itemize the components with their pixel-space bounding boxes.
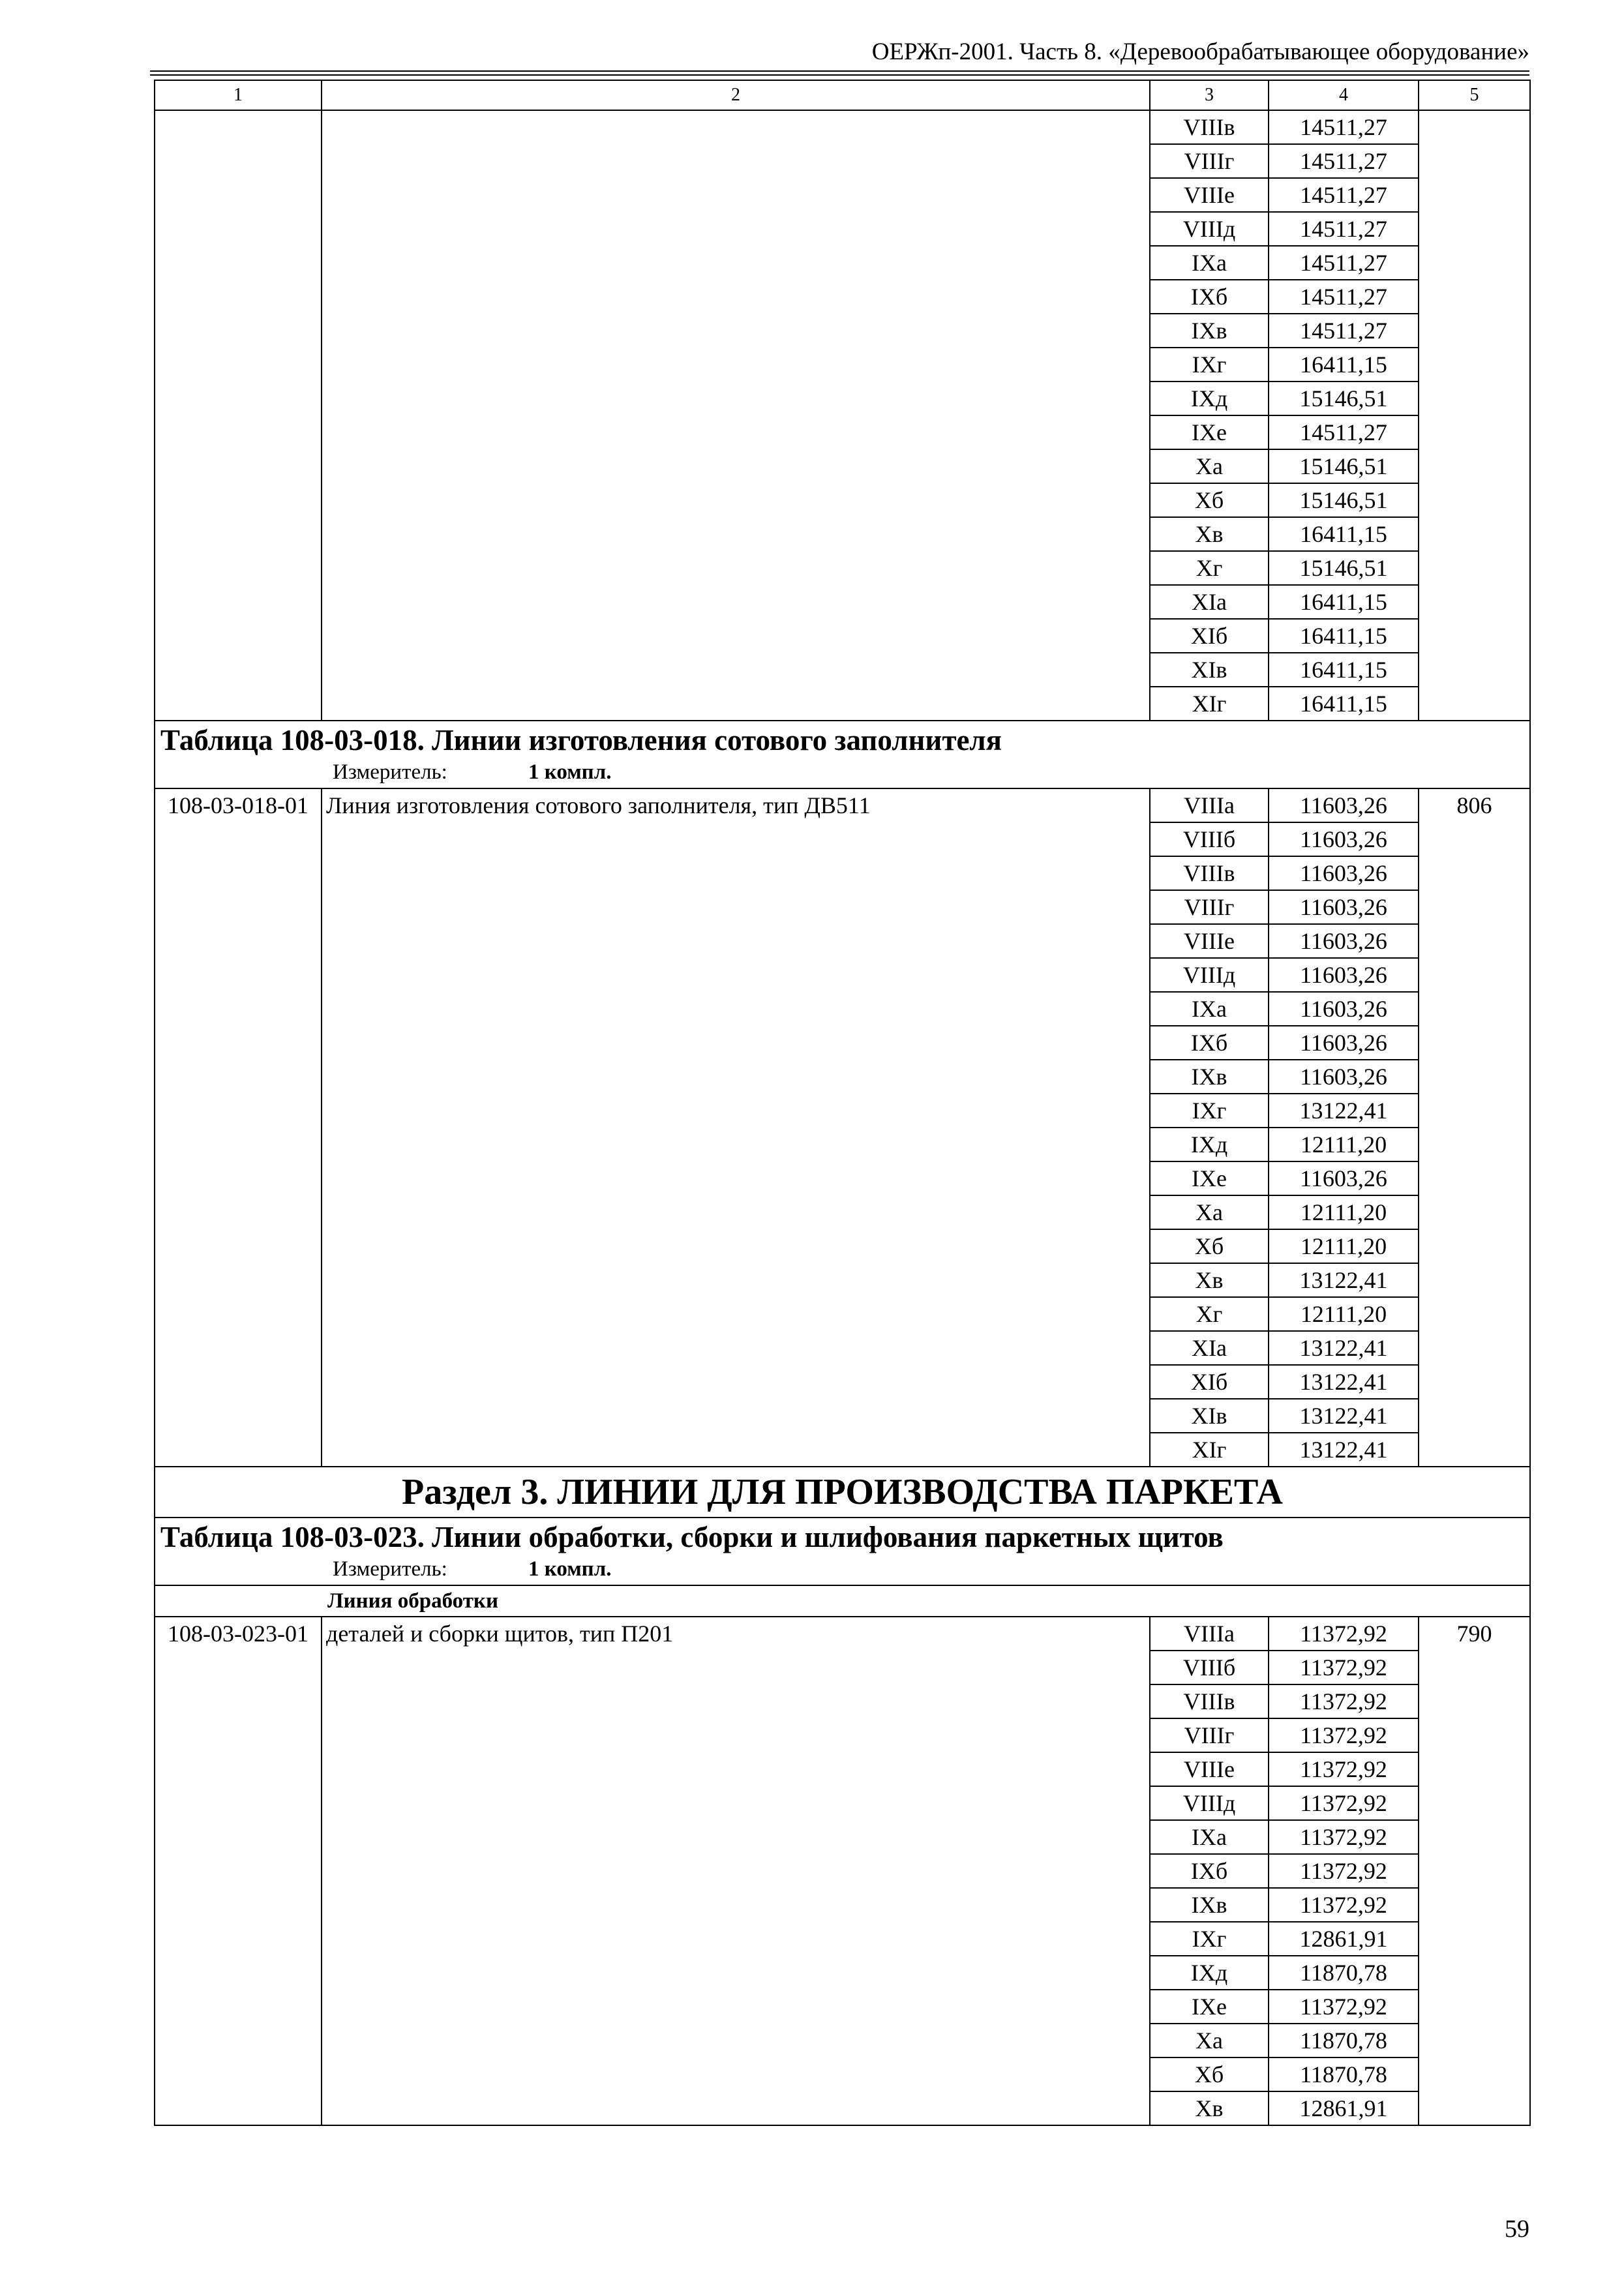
zone-cell: IXв: [1150, 314, 1269, 348]
price-cell: 14511,27: [1269, 110, 1419, 144]
header-rule: [150, 74, 1529, 76]
zone-cell: XIб: [1150, 619, 1269, 653]
running-header: ОЕРЖп-2001. Часть 8. «Деревообрабатывающее оборудование»: [871, 38, 1529, 65]
item-name: деталей и сборки щитов, тип П201: [322, 1617, 1150, 2125]
zone-cell: IXа: [1150, 246, 1269, 280]
zone-cell: XIв: [1150, 1399, 1269, 1433]
item-name: Линия изготовления сотового заполнителя, тип ДВ511: [322, 788, 1150, 1467]
price-cell: 11372,92: [1269, 1718, 1419, 1752]
price-cell: 12111,20: [1269, 1229, 1419, 1263]
zone-cell: VIIIд: [1150, 212, 1269, 246]
zone-cell: VIIIд: [1150, 1786, 1269, 1820]
zone-cell: IXг: [1150, 1094, 1269, 1128]
unit-line: [160, 1556, 1524, 1582]
zone-cell: Xб: [1150, 2057, 1269, 2091]
subheading: Линия обработки: [155, 1585, 1530, 1617]
zone-cell: XIа: [1150, 1331, 1269, 1365]
item-col5: [1419, 110, 1530, 721]
price-cell: 16411,15: [1269, 653, 1419, 687]
price-cell: 11603,26: [1269, 1161, 1419, 1195]
price-table-body: [155, 80, 1530, 2125]
subheading-row: [155, 1585, 1530, 1617]
table-title-cell: [155, 721, 1530, 788]
zone-cell: IXг: [1150, 348, 1269, 382]
zone-cell: Xб: [1150, 483, 1269, 517]
price-cell: 11870,78: [1269, 2024, 1419, 2057]
zone-cell: VIIIа: [1150, 1617, 1269, 1651]
price-cell: 13122,41: [1269, 1399, 1419, 1433]
price-cell: 14511,27: [1269, 178, 1419, 212]
zone-cell: IXе: [1150, 1161, 1269, 1195]
column-number: 2: [322, 80, 1150, 110]
table-title-row: [155, 721, 1530, 788]
zone-cell: VIIIг: [1150, 1718, 1269, 1752]
price-cell: 11372,92: [1269, 1684, 1419, 1718]
table-title: Таблица 108-03-023. Линии обработки, сборки и шлифования паркетных щитов: [160, 1521, 1224, 1553]
zone-cell: Xв: [1150, 1263, 1269, 1297]
price-cell: 15146,51: [1269, 551, 1419, 585]
zone-cell: XIг: [1150, 1433, 1269, 1467]
unit-line: [160, 759, 1524, 785]
item-col5: 806: [1419, 788, 1530, 1467]
price-cell: 11372,92: [1269, 1786, 1419, 1820]
price-cell: 13122,41: [1269, 1365, 1419, 1399]
price-cell: 11603,26: [1269, 788, 1419, 822]
price-cell: 11372,92: [1269, 1990, 1419, 2024]
unit-label: Измеритель:: [333, 1557, 447, 1581]
zone-cell: Xа: [1150, 2024, 1269, 2057]
price-row: [155, 110, 1530, 144]
price-cell: 11603,26: [1269, 856, 1419, 890]
zone-cell: IXв: [1150, 1060, 1269, 1094]
zone-cell: IXб: [1150, 1854, 1269, 1888]
price-cell: 14511,27: [1269, 415, 1419, 449]
zone-cell: IXв: [1150, 1888, 1269, 1922]
price-cell: 11603,26: [1269, 1060, 1419, 1094]
column-number: 1: [155, 80, 322, 110]
zone-cell: Xв: [1150, 517, 1269, 551]
price-cell: 11372,92: [1269, 1854, 1419, 1888]
price-cell: 13122,41: [1269, 1094, 1419, 1128]
price-cell: 15146,51: [1269, 382, 1419, 415]
table-title: Таблица 108-03-018. Линии изготовления сотового заполнителя: [160, 724, 1002, 756]
zone-cell: Xв: [1150, 2091, 1269, 2125]
price-cell: 16411,15: [1269, 687, 1419, 721]
price-cell: 16411,15: [1269, 348, 1419, 382]
zone-cell: VIIIв: [1150, 856, 1269, 890]
zone-cell: Xа: [1150, 449, 1269, 483]
zone-cell: XIб: [1150, 1365, 1269, 1399]
price-cell: 13122,41: [1269, 1263, 1419, 1297]
zone-cell: VIIIе: [1150, 1752, 1269, 1786]
price-cell: 14511,27: [1269, 212, 1419, 246]
price-cell: 16411,15: [1269, 585, 1419, 619]
column-number-row: [155, 80, 1530, 110]
price-cell: 12111,20: [1269, 1297, 1419, 1331]
section-title: Раздел 3. ЛИНИИ ДЛЯ ПРОИЗВОДСТВА ПАРКЕТА: [155, 1467, 1530, 1518]
zone-cell: VIIIб: [1150, 822, 1269, 856]
price-cell: 11603,26: [1269, 958, 1419, 992]
price-cell: 11603,26: [1269, 992, 1419, 1026]
item-col5: 790: [1419, 1617, 1530, 2125]
zone-cell: VIIIг: [1150, 890, 1269, 924]
table-title-cell: [155, 1518, 1530, 1585]
zone-cell: VIIIв: [1150, 1684, 1269, 1718]
item-code: 108-03-018-01: [155, 788, 322, 1467]
section-row: [155, 1467, 1530, 1518]
table-title-row: [155, 1518, 1530, 1585]
zone-cell: Xб: [1150, 1229, 1269, 1263]
price-cell: 16411,15: [1269, 619, 1419, 653]
zone-cell: VIIIе: [1150, 924, 1269, 958]
price-cell: 14511,27: [1269, 314, 1419, 348]
item-code: 108-03-023-01: [155, 1617, 322, 2125]
price-cell: 12861,91: [1269, 2091, 1419, 2125]
price-cell: 11870,78: [1269, 1956, 1419, 1990]
zone-cell: VIIIв: [1150, 110, 1269, 144]
price-cell: 14511,27: [1269, 144, 1419, 178]
item-name: [322, 110, 1150, 721]
price-cell: 11603,26: [1269, 924, 1419, 958]
price-cell: 11870,78: [1269, 2057, 1419, 2091]
price-cell: 12111,20: [1269, 1195, 1419, 1229]
price-cell: 16411,15: [1269, 517, 1419, 551]
unit-value: 1 компл.: [528, 1557, 612, 1581]
zone-cell: VIIIб: [1150, 1651, 1269, 1684]
price-cell: 11372,92: [1269, 1752, 1419, 1786]
column-number: 4: [1269, 80, 1419, 110]
zone-cell: IXа: [1150, 1820, 1269, 1854]
price-cell: 15146,51: [1269, 483, 1419, 517]
zone-cell: XIв: [1150, 653, 1269, 687]
price-cell: 11372,92: [1269, 1617, 1419, 1651]
price-cell: 13122,41: [1269, 1433, 1419, 1467]
zone-cell: IXе: [1150, 1990, 1269, 2024]
price-cell: 11603,26: [1269, 1026, 1419, 1060]
zone-cell: VIIIе: [1150, 178, 1269, 212]
zone-cell: Xг: [1150, 1297, 1269, 1331]
zone-cell: Xг: [1150, 551, 1269, 585]
page-number: 59: [1505, 2215, 1529, 2243]
price-cell: 12861,91: [1269, 1922, 1419, 1956]
price-cell: 11372,92: [1269, 1820, 1419, 1854]
zone-cell: XIа: [1150, 585, 1269, 619]
zone-cell: IXд: [1150, 1956, 1269, 1990]
price-cell: 11372,92: [1269, 1888, 1419, 1922]
price-cell: 15146,51: [1269, 449, 1419, 483]
price-cell: 13122,41: [1269, 1331, 1419, 1365]
zone-cell: IXд: [1150, 1128, 1269, 1161]
price-cell: 12111,20: [1269, 1128, 1419, 1161]
price-cell: 11603,26: [1269, 890, 1419, 924]
column-number: 5: [1419, 80, 1530, 110]
item-code: [155, 110, 322, 721]
zone-cell: IXе: [1150, 415, 1269, 449]
zone-cell: Xа: [1150, 1195, 1269, 1229]
zone-cell: XIг: [1150, 687, 1269, 721]
header-rule: [150, 70, 1529, 72]
zone-cell: VIIIд: [1150, 958, 1269, 992]
price-cell: 11603,26: [1269, 822, 1419, 856]
zone-cell: IXд: [1150, 382, 1269, 415]
zone-cell: VIIIг: [1150, 144, 1269, 178]
unit-value: 1 компл.: [528, 760, 612, 784]
price-row: [155, 1617, 1530, 1651]
unit-label: Измеритель:: [333, 760, 447, 784]
zone-cell: IXб: [1150, 280, 1269, 314]
price-row: [155, 788, 1530, 822]
column-number: 3: [1150, 80, 1269, 110]
zone-cell: IXг: [1150, 1922, 1269, 1956]
zone-cell: IXа: [1150, 992, 1269, 1026]
zone-cell: IXб: [1150, 1026, 1269, 1060]
price-cell: 14511,27: [1269, 246, 1419, 280]
zone-cell: VIIIа: [1150, 788, 1269, 822]
price-table: [154, 80, 1531, 2126]
price-cell: 14511,27: [1269, 280, 1419, 314]
price-cell: 11372,92: [1269, 1651, 1419, 1684]
